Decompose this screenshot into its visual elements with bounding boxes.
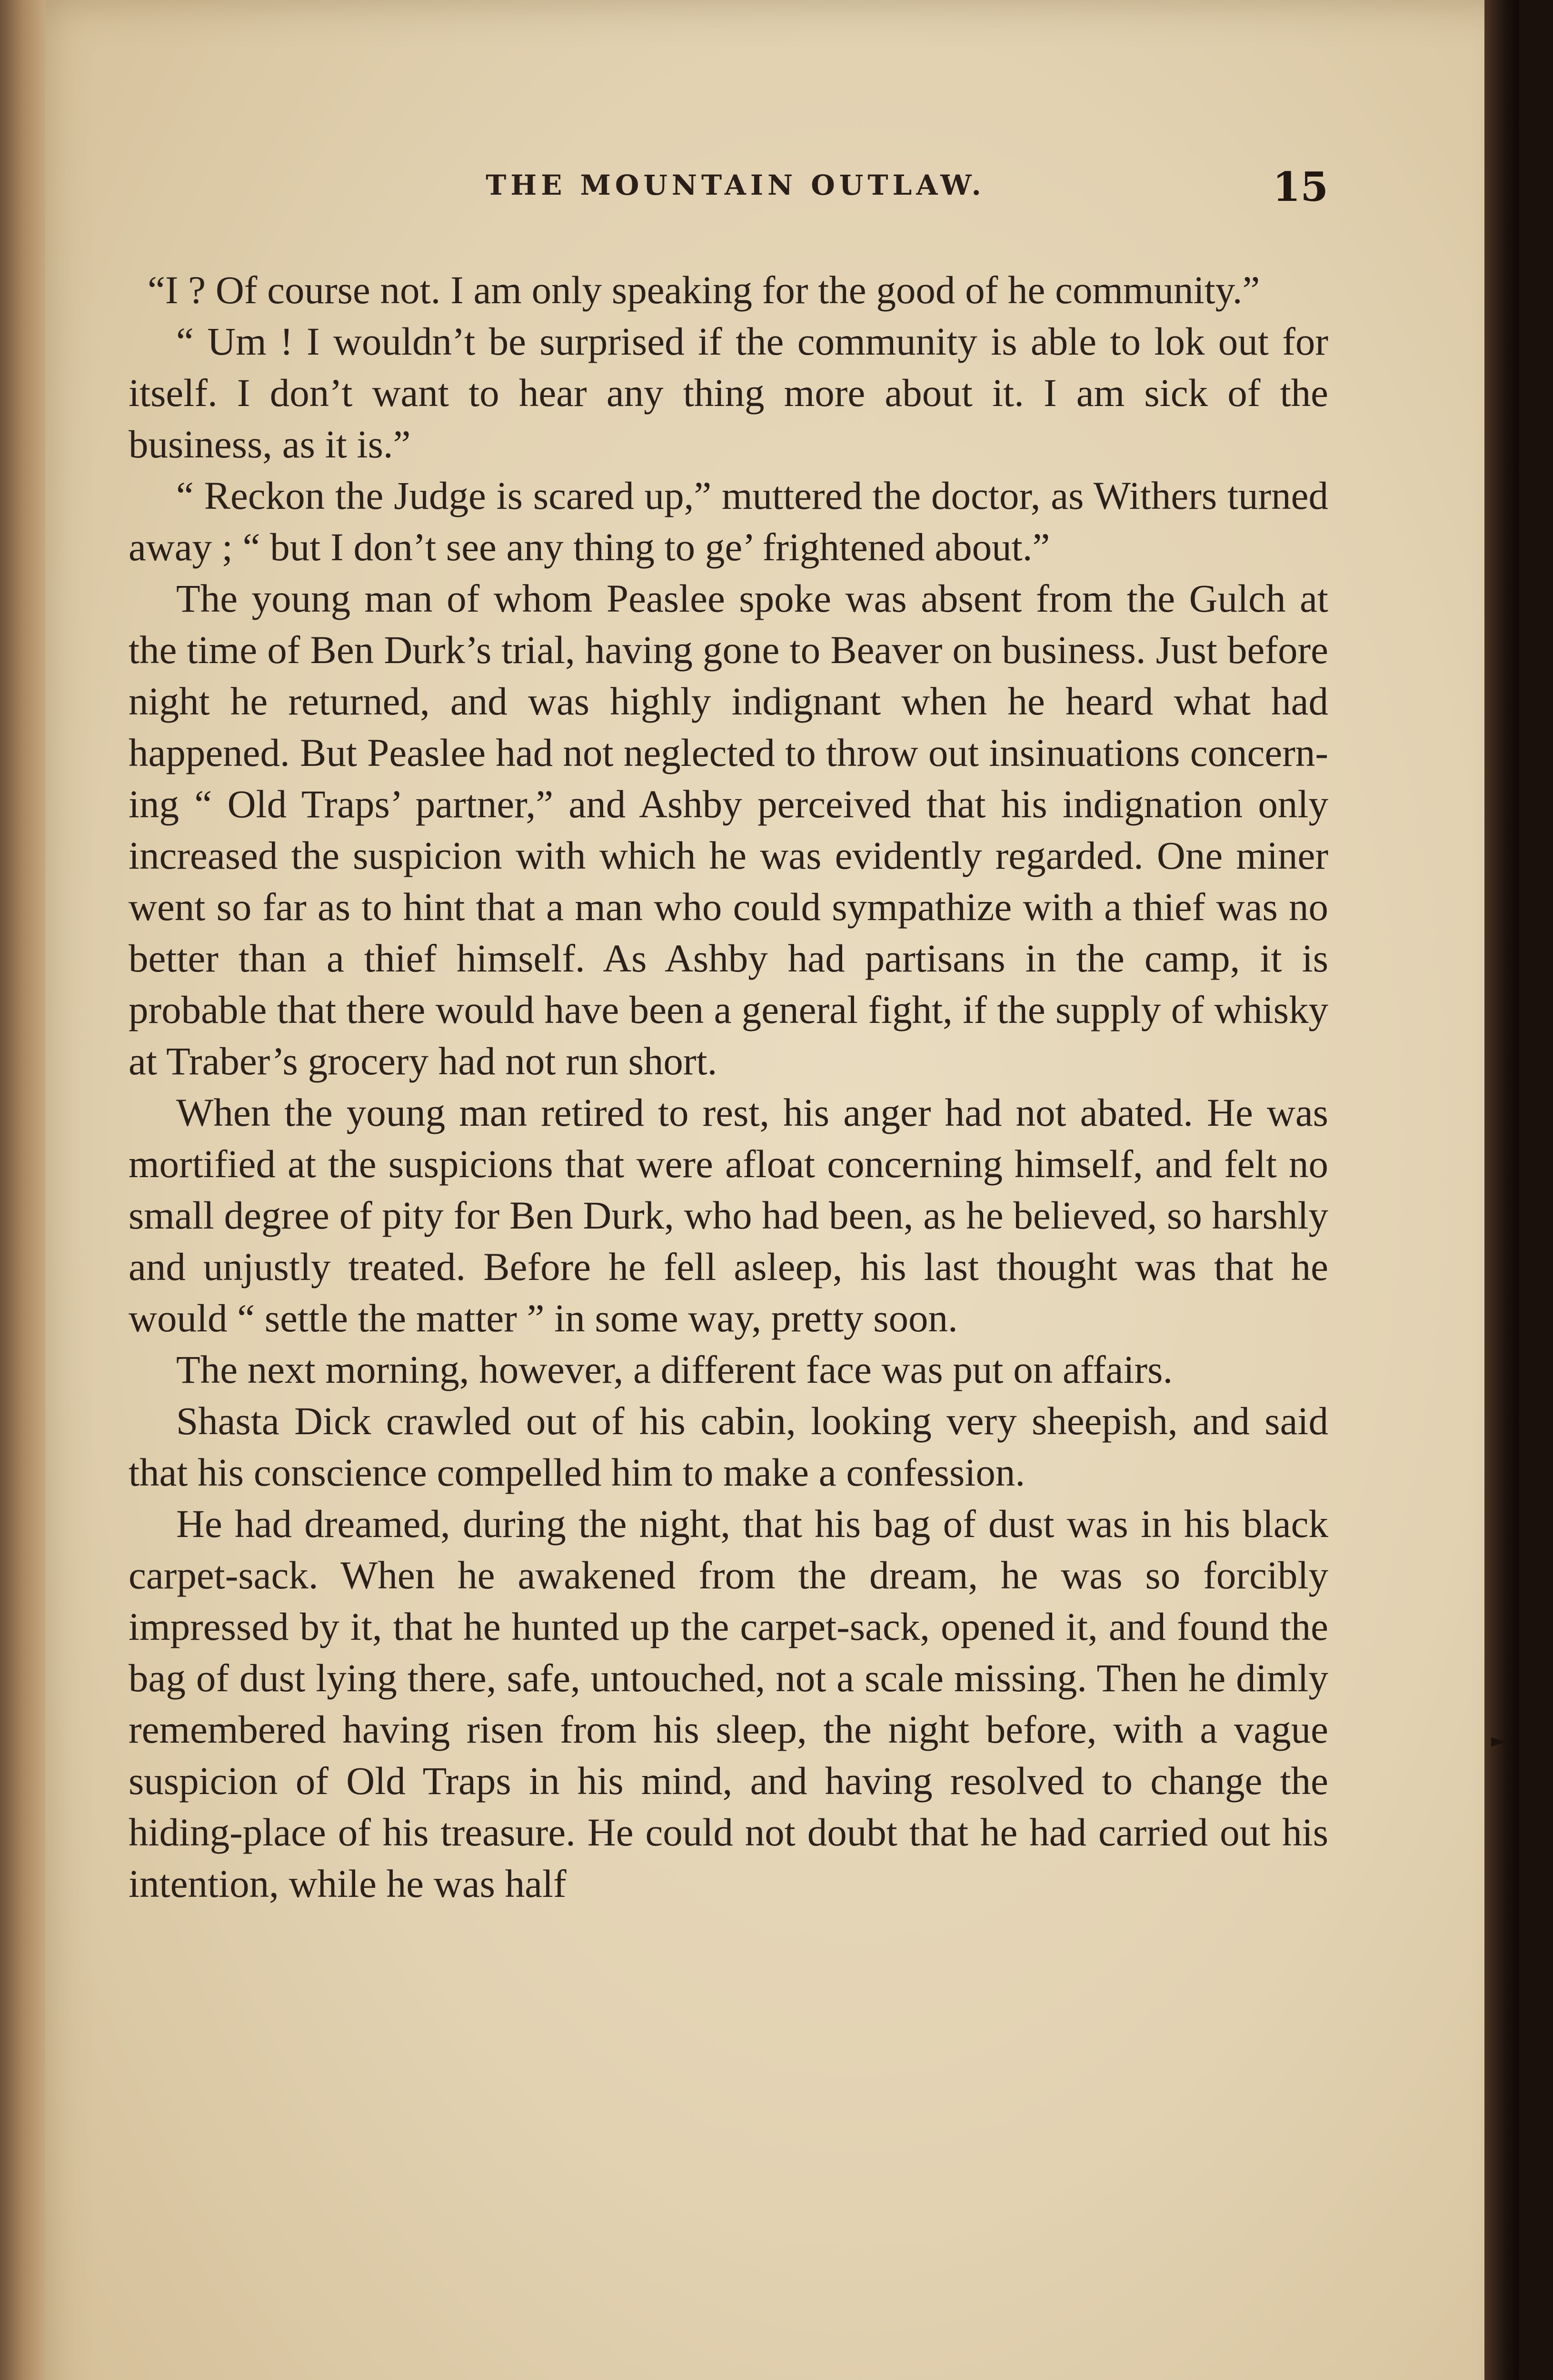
page-edge: [1484, 0, 1519, 2380]
margin-arrow-mark: ►: [1491, 1730, 1506, 1752]
paragraph: “ Um ! I wouldn’t be surprised if the community is able to lok out for itself. I don’t want to hear any thing more about it. I am sick of the business, as it is.”: [129, 319, 1328, 466]
paragraph: The young man of whom Peaslee spoke was absent from the Gulch at the time of Ben Durk’s trial, having gone to Beaver on business. Just before night he returned, and was highly indignant when he heard what had happened. But Peaslee had not neglected to throw out insinuations concerning “ Old Traps’ partner,” and Ashby perceived that his indignation only increased the suspicion with which he was evidently regarded. One miner went so far as to hint that a man who could sympathize with a thief was no better than a thief himself. As Ashby had partisans in the camp, it is probable that there would have been a general fight, if the supply of whisky at Traber’s grocery had not run short.: [129, 576, 1328, 1083]
page-number: 15: [1273, 163, 1328, 210]
paragraph: “I ? Of course not. I am only speaking for the good of he community.”: [148, 268, 1260, 312]
paragraph: When the young man retired to rest, his anger had not abated. He was mortified at the suspicions that were afloat concerning himself, and felt no small degree of pity for Ben Durk, who had been, as he believed, so harshly and unjustly treated. Before he fell asleep, his last thought was that he would “ settle the matter ” in some way, pretty soon.: [129, 1091, 1328, 1340]
paragraph: He had dreamed, during the night, that his bag of dust was in his black carpet-sack. When he awakened from the dream, he was so forcibly impressed by it, that he hunted up the carpet-sack, opened it, and found the bag of dust lying there, safe, untouched, not a scale missing. Then he dimly remembered having risen from his sleep, the night before, with a vague suspicion of Old Traps in his mind, and having resolved to change the hiding-place of his treasure. He could not doubt that he had carried out his intention, while he was half: [129, 1502, 1328, 1905]
page-header: [143, 163, 1328, 226]
paragraph: Shasta Dick crawled out of his cabin, looking very sheepish, and said that his conscience compelled him to make a confession.: [129, 1399, 1328, 1494]
paragraph: “ Reckon the Judge is scared up,” muttered the doctor, as Withers turned away ; “ but I don’t see any thing to ge’ frightened about.”: [129, 474, 1328, 569]
running-head: THE MOUNTAIN OUTLAW.: [486, 169, 986, 201]
body-text: [129, 264, 1328, 1909]
paragraph: The next morning, however, a different face was put on affairs.: [176, 1348, 1173, 1391]
